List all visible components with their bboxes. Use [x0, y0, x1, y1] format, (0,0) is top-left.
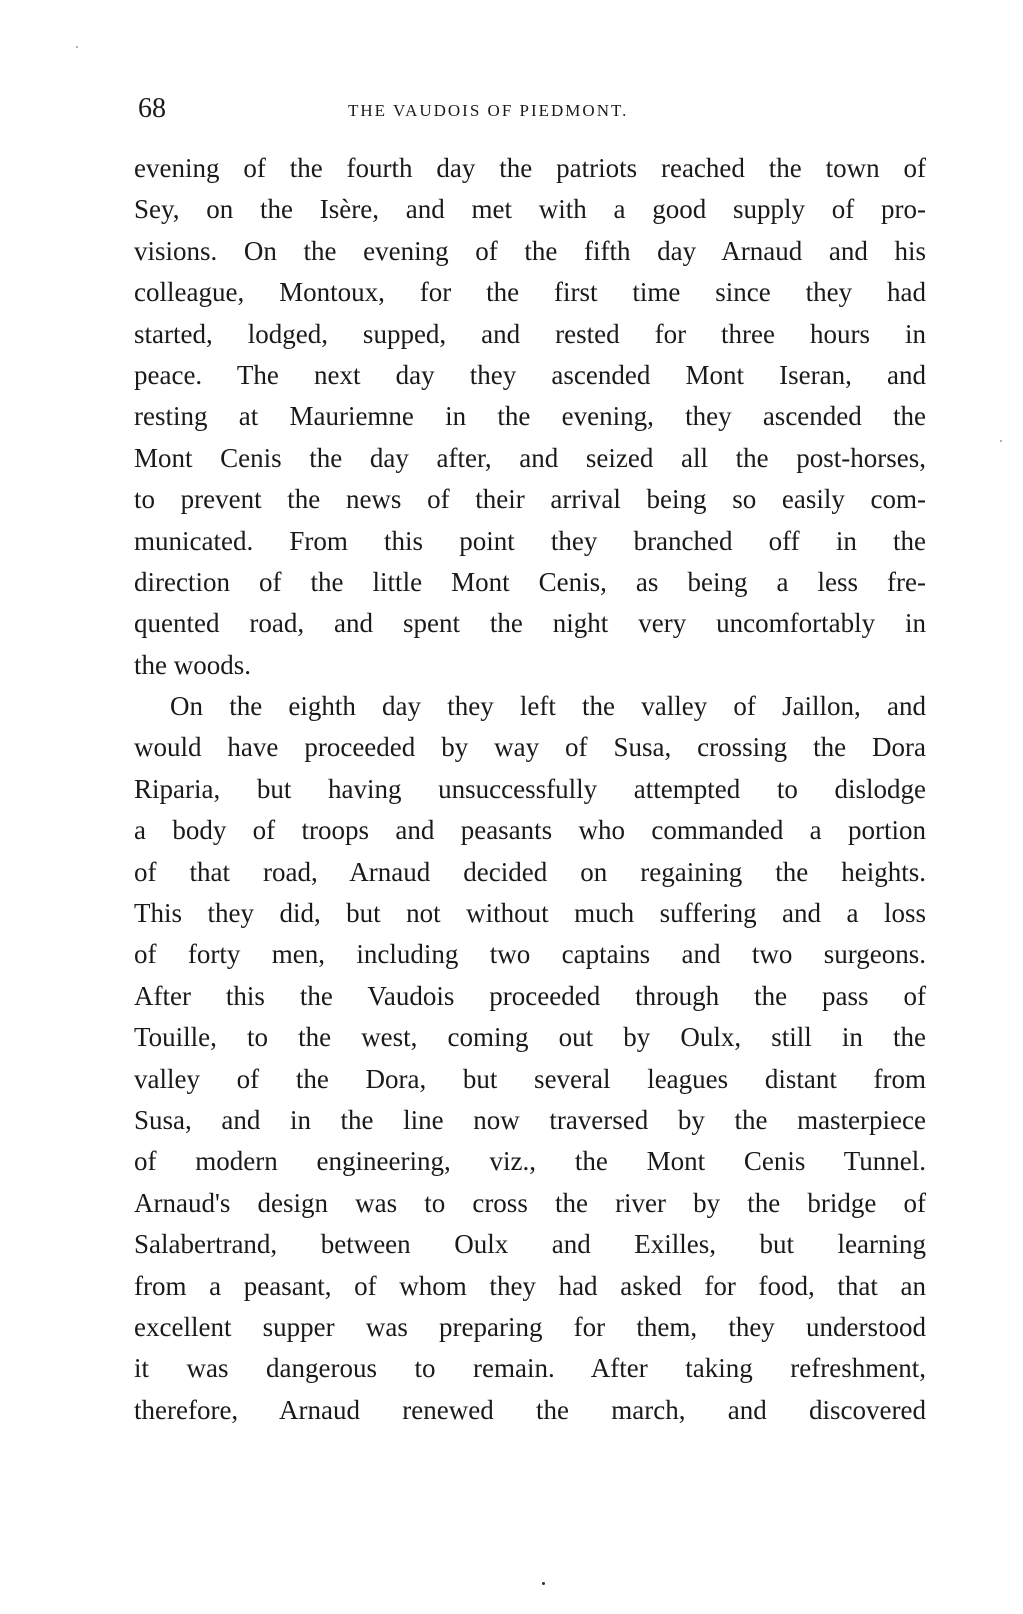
scan-speck [542, 1582, 545, 1585]
text-line: would have proceeded by way of Susa, crossing the Dora [134, 732, 926, 763]
text-line: peace. The next day they ascended Mont Iseran, and [134, 359, 926, 390]
text-line: colleague, Montoux, for the first time since they had [134, 277, 926, 308]
running-title: THE VAUDOIS OF PIEDMONT. [348, 101, 629, 120]
text-line: Salabertrand, between Oulx and Exilles, but learning [134, 1229, 926, 1260]
scan-speck [76, 46, 78, 48]
text-line: resting at Mauriemne in the evening, they ascended the [134, 401, 926, 432]
text-line: excellent supper was preparing for them, they understood [134, 1311, 926, 1342]
text-line: Riparia, but having unsuccessfully attempted to dislodge [134, 773, 926, 804]
text-line: it was dangerous to remain. After taking refreshment, [134, 1353, 926, 1384]
text-line: On the eighth day they left the valley of Jaillon, and [170, 691, 926, 722]
text-line: This they did, but not without much suffering and a loss [134, 898, 926, 929]
text-line: Arnaud's design was to cross the river by the bridge of [134, 1187, 926, 1218]
text-line: direction of the little Mont Cenis, as being a less fre- [134, 566, 926, 597]
text-line: of modern engineering, viz., the Mont Cenis Tunnel. [134, 1146, 926, 1177]
text-line: valley of the Dora, but several leagues distant from [134, 1063, 926, 1094]
text-line: of that road, Arnaud decided on regaining the heights. [134, 856, 926, 887]
text-line: therefore, Arnaud renewed the march, and discovered [134, 1394, 926, 1425]
text-line: visions. On the evening of the fifth day Arnaud and his [134, 235, 926, 266]
body-text [134, 148, 926, 1431]
text-line: After this the Vaudois proceeded through the pass of [134, 980, 926, 1011]
text-line: from a peasant, of whom they had asked for food, that an [134, 1270, 926, 1301]
text-line: a body of troops and peasants who commanded a portion [134, 815, 926, 846]
text-line: Touille, to the west, coming out by Oulx, still in the [134, 1022, 926, 1053]
text-line: Mont Cenis the day after, and seized all the post-horses, [134, 442, 926, 473]
text-line: quented road, and spent the night very uncomfortably in [134, 608, 926, 639]
text-line: evening of the fourth day the patriots reached the town of [134, 153, 926, 183]
running-head [138, 92, 938, 132]
text-line: started, lodged, supped, and rested for three hours in [134, 318, 926, 349]
text-line: the woods. [134, 649, 251, 680]
text-line: municated. From this point they branched off in the [134, 525, 926, 556]
text-line: Sey, on the Isère, and met with a good supply of pro- [134, 194, 926, 225]
text-line: of forty men, including two captains and two surgeons. [134, 939, 926, 970]
page-number: 68 [138, 93, 166, 124]
scan-speck [1000, 440, 1002, 442]
text-line: to prevent the news of their arrival being so easily com- [134, 484, 926, 515]
text-line: Susa, and in the line now traversed by the masterpiece [134, 1104, 926, 1135]
